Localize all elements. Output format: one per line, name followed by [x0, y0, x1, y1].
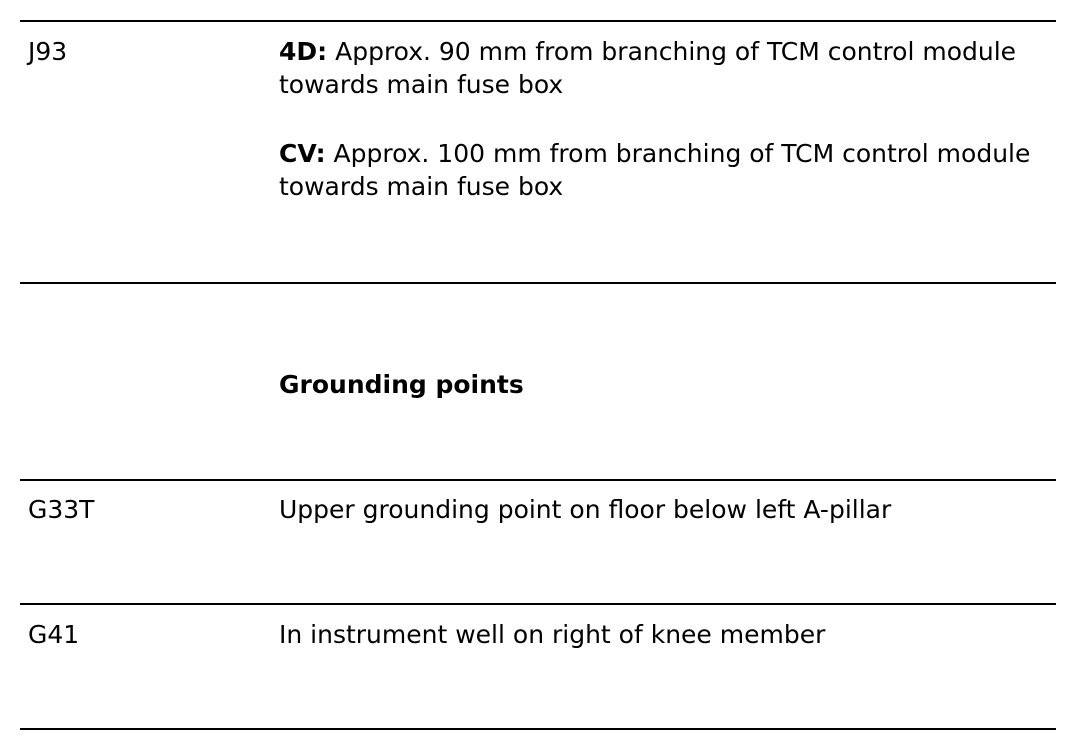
component-code: G41	[28, 620, 80, 649]
component-code: G33T	[28, 495, 95, 524]
table-bottom-rule	[20, 728, 1056, 730]
variant-label: CV:	[279, 139, 326, 168]
table-top-rule	[20, 20, 1056, 22]
row-divider	[20, 282, 1056, 284]
variant-text: Approx. 100 mm from branching of TCM control module towards main fuse box	[279, 139, 1031, 201]
location-description	[279, 35, 1039, 203]
variant-label: 4D:	[279, 37, 328, 66]
row-divider	[20, 603, 1056, 605]
variant-entry	[279, 137, 1039, 203]
variant-text: Approx. 90 mm from branching of TCM control module towards main fuse box	[279, 37, 1017, 99]
section-heading: Grounding points	[279, 370, 524, 399]
variant-entry	[279, 35, 1039, 101]
row-divider	[20, 479, 1056, 481]
component-code: J93	[28, 37, 68, 66]
location-description: In instrument well on right of knee member	[279, 620, 826, 649]
location-description: Upper grounding point on floor below left A-pillar	[279, 495, 892, 524]
